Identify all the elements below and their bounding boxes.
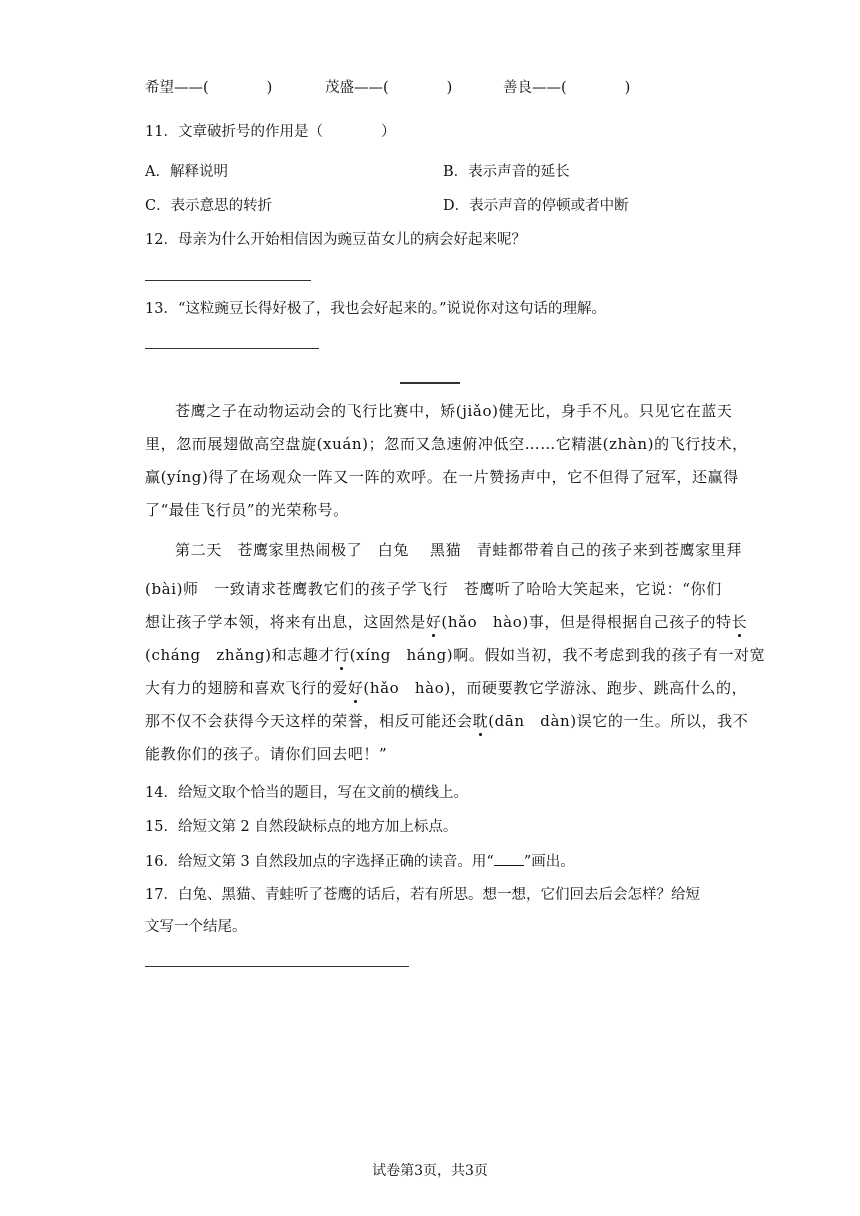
word-blank-maosheng: 茂盛——( ) [325, 80, 453, 96]
passage-p1-line3: 赢(yíng)得了在场观众一阵又一阵的欢呼。在一片赞扬声中，它不但得了冠军，还赢得 [145, 468, 739, 486]
passage-p2-line5: 大有力的翅膀和喜欢飞行的爱好(hǎo hào)，而硬要教它学游泳、跑步、跳高什么的， [145, 679, 748, 697]
question-13: 13．“这粒豌豆长得好极了，我也会好起来的。”说说你对这句话的理解。 [145, 301, 607, 317]
question-11-stem: 11．文章破折号的作用是（ ） [145, 124, 396, 140]
underline-sample [494, 851, 524, 866]
question-15: 15．给短文第 2 自然段缺标点的地方加上标点。 [145, 819, 458, 835]
dotted-char: 好 [347, 679, 364, 697]
title-blank-line [400, 382, 460, 384]
question-11-option-b: B．表示声音的延长 [443, 164, 570, 180]
dotted-char: 耽 [472, 712, 489, 730]
passage-p2-line1: 第二天 苍鹰家里热闹极了 白兔 黑猫 青蛙都带着自己的孩子来到苍鹰家里拜 [175, 541, 742, 559]
word-blank-shanliang: 善良——( ) [503, 80, 631, 96]
passage-p1-line2: 里，忽而展翅做高空盘旋(xuán)；忽而又急速俯冲低空……它精湛(zhàn)的飞行技术， [145, 435, 748, 453]
dotted-char: 好 [425, 613, 442, 631]
dotted-char: 行 [333, 646, 350, 664]
question-17-line2: 文写一个结尾。 [145, 919, 247, 935]
passage-p2-line2: (bài)师 一致请求苍鹰教它们的孩子学飞行 苍鹰听了哈哈大笑起来，它说：“你们 [145, 580, 722, 598]
page-footer: 试卷第3页，共3页 [372, 1163, 488, 1179]
passage-p1-line4: 了“最佳飞行员”的光荣称号。 [145, 501, 349, 519]
passage-p2-line7: 能教你们的孩子。请你们回去吧！” [145, 745, 388, 763]
question-12: 12．母亲为什么开始相信因为豌豆苗女儿的病会好起来呢？ [145, 232, 526, 248]
passage-p2-line3: 想让孩子学本领，将来有出息，这固然是好(hǎo hào)事，但是得根据自己孩子的特长 [145, 613, 748, 631]
dotted-char: 长 [731, 613, 748, 631]
answer-line-12 [145, 280, 311, 281]
answer-line-17 [145, 966, 409, 967]
question-11-option-a: A．解释说明 [145, 164, 228, 180]
question-11-option-c: C．表示意思的转折 [145, 198, 273, 214]
question-17-line1: 17．白兔、黑猫、青蛙听了苍鹰的话后，若有所思。想一想，它们回去后会怎样？给短 [145, 887, 700, 903]
word-blank-xiwang: 希望——( ) [145, 80, 273, 96]
question-14: 14．给短文取个恰当的题目，写在文前的横线上。 [145, 785, 468, 801]
passage-p2-line4: (cháng zhǎng)和志趣才行(xíng háng)啊。假如当初，我不考虑到我的孩子有一对宽 [145, 646, 766, 664]
question-11-option-d: D．表示声音的停顿或者中断 [443, 198, 629, 214]
question-16: 16．给短文第 3 自然段加点的字选择正确的读音。用“ ”画出。 [145, 851, 575, 872]
passage-p1-line1: 苍鹰之子在动物运动会的飞行比赛中，矫(jiǎo)健无比，身手不凡。只见它在蓝天 [175, 402, 733, 420]
answer-line-13 [145, 348, 319, 349]
passage-p2-line6: 那不仅不会获得今天这样的荣誉，相反可能还会耽(dān dàn)误它的一生。所以，我不 [145, 712, 749, 730]
